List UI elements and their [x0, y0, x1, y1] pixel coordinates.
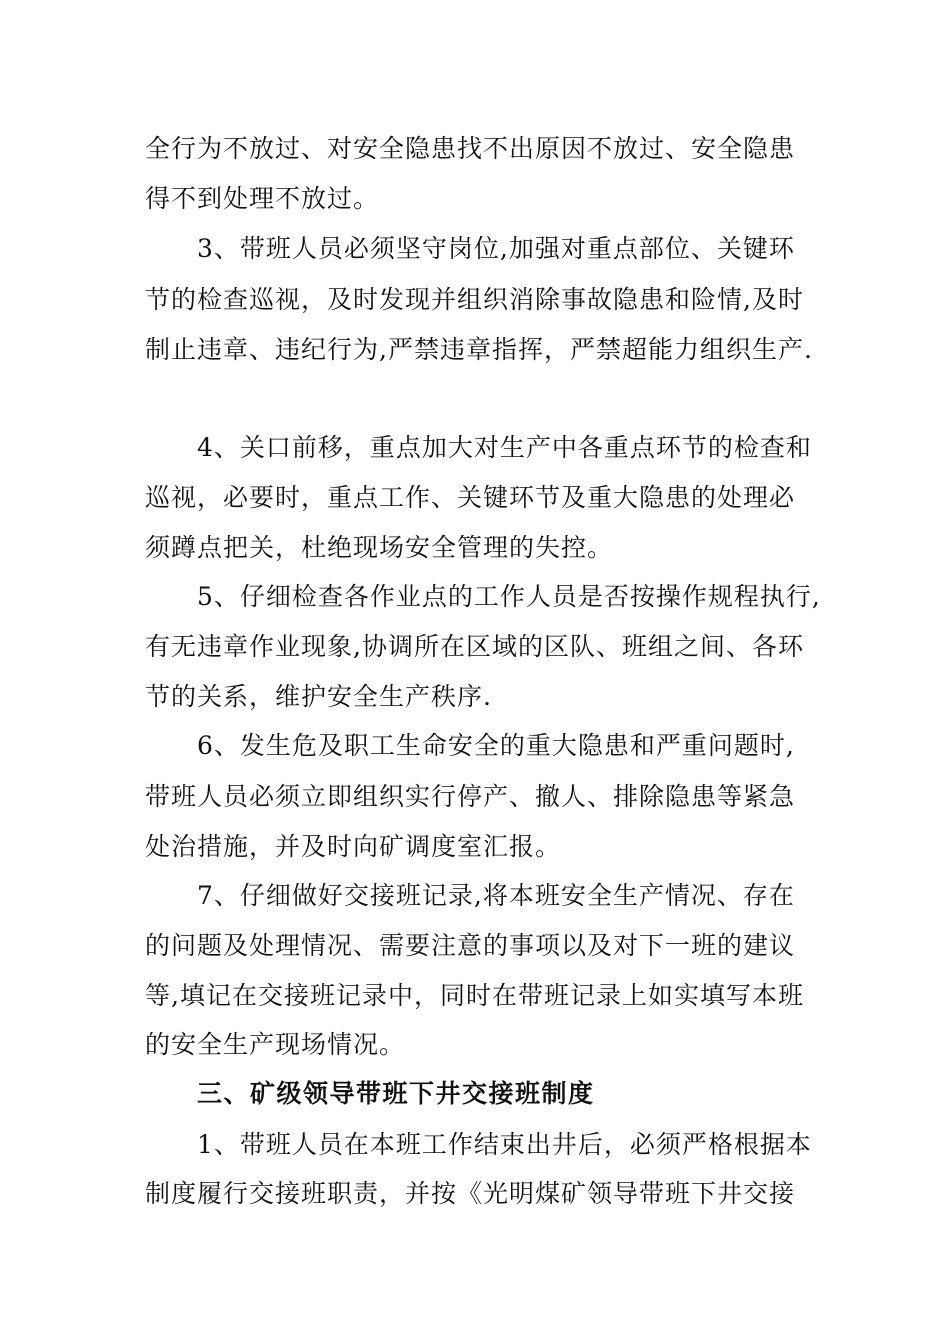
paragraph-4-start: 4、关口前移，重点加大对生产中各重点环节的检查和: [197, 433, 812, 462]
text-line: 处治措施，并及时向矿调度室汇报。: [145, 832, 562, 861]
paragraph-3-start: 3、带班人员必须坚守岗位,加强对重点部位、关键环: [197, 234, 795, 263]
text-line: 带班人员必须立即组织实行停产、撤人、排除隐患等紧急: [145, 782, 796, 811]
text-line: 全行为不放过、对安全隐患找不出原因不放过、安全隐患: [145, 134, 796, 163]
text-line: 制度履行交接班职责，并按《光明煤矿领导带班下井交接: [145, 1179, 796, 1208]
paragraph-1-start: 1、带班人员在本班工作结束出井后，必须严格根据本: [197, 1130, 812, 1159]
text-line: 有无违章作业现象,协调所在区域的区队、班组之间、各环: [145, 632, 804, 661]
paragraph-7-start: 7、仔细做好交接班记录,将本班安全生产情况、存在: [197, 881, 795, 910]
paragraph-6-start: 6、发生危及职工生命安全的重大隐患和严重问题时,: [197, 731, 795, 760]
text-line: 巡视，必要时，重点工作、关键环节及重大隐患的处理必: [145, 483, 796, 512]
text-line: 须蹲点把关，杜绝现场安全管理的失控。: [145, 533, 614, 562]
section-heading: 三、矿级领导带班下井交接班制度: [197, 1079, 595, 1108]
text-line: 节的关系，维护安全生产秩序.: [145, 682, 492, 711]
paragraph-5-start: 5、仔细检查各作业点的工作人员是否按操作规程执行,: [197, 582, 821, 611]
text-line: 制止违章、违纪行为,严禁违章指挥，严禁超能力组织生产.: [145, 335, 813, 364]
text-line: 的问题及处理情况、需要注意的事项以及对下一班的建议: [145, 931, 796, 960]
text-line: 的安全生产现场情况。: [145, 1030, 406, 1059]
text-line: 节的检查巡视，及时发现并组织消除事故隐患和险情,及时: [145, 285, 804, 314]
text-line: 得不到处理不放过。: [145, 184, 380, 213]
text-line: 等,填记在交接班记录中，同时在带班记录上如实填写本班: [145, 981, 804, 1010]
